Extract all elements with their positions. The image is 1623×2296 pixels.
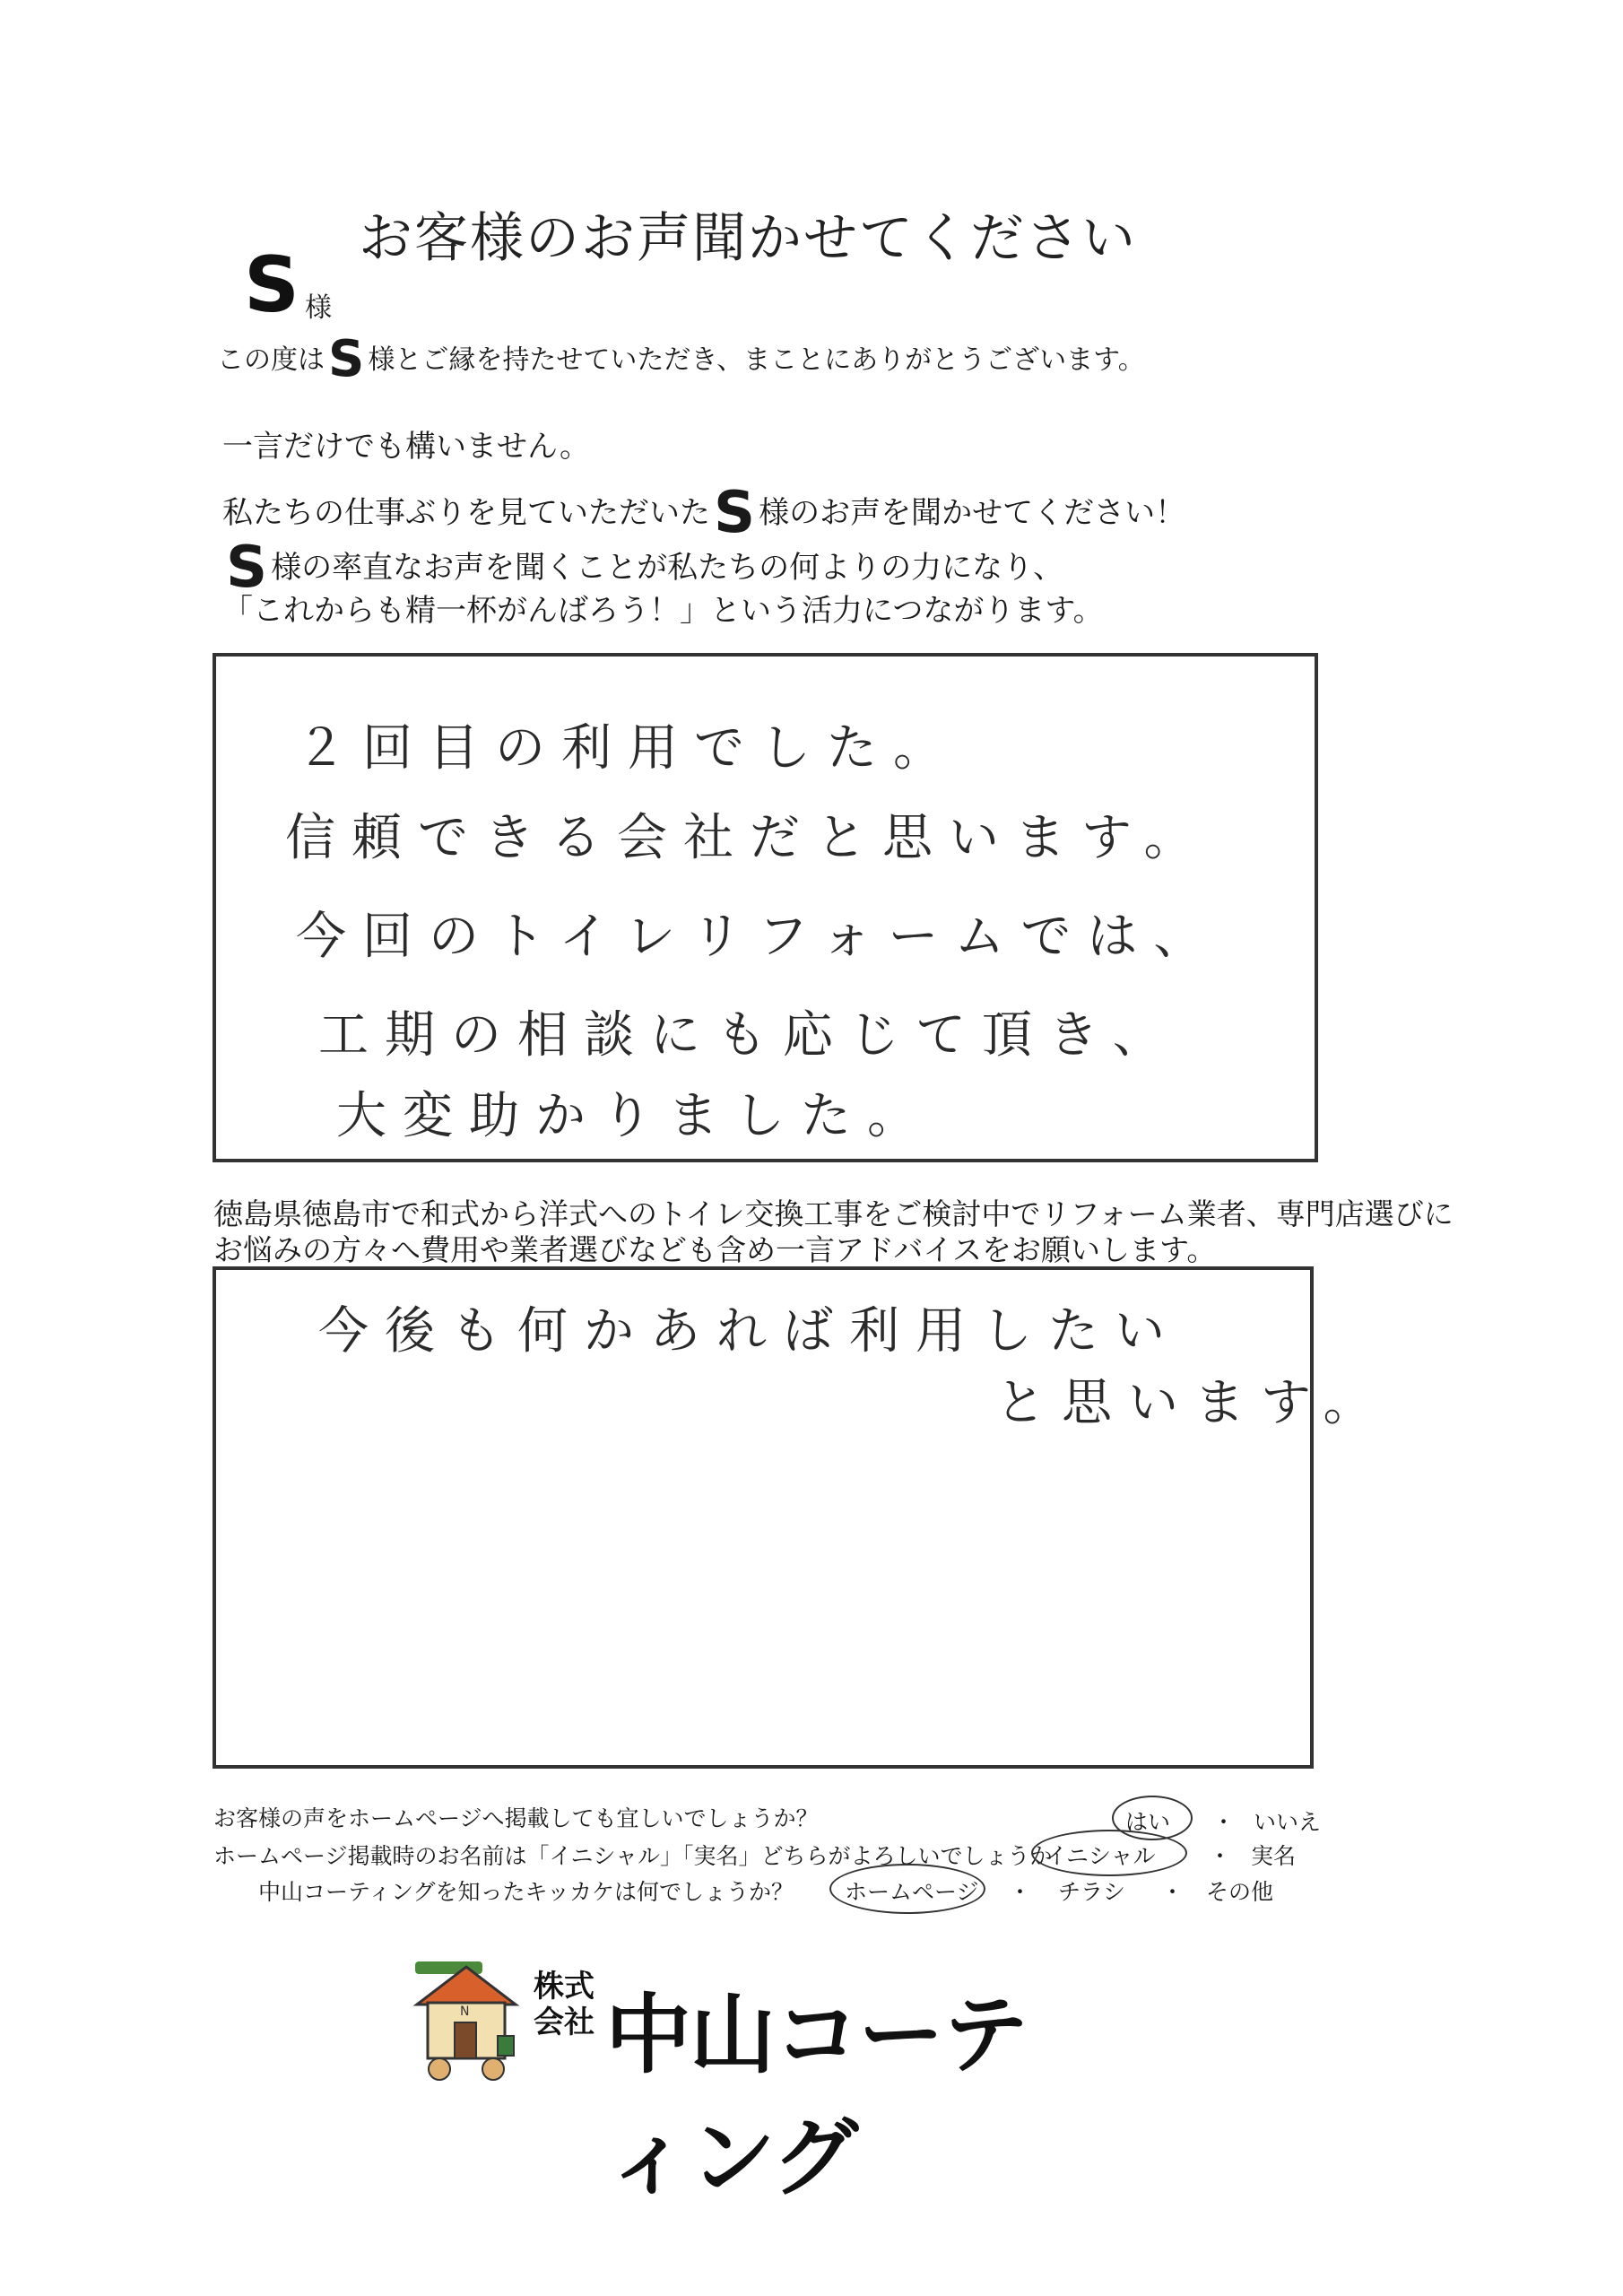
option-flyer: チラシ <box>1058 1879 1126 1905</box>
option-other: その他 <box>1206 1879 1274 1905</box>
separator: ・ <box>1209 1843 1232 1869</box>
logo-company-name: 中山コーティング <box>605 1985 1027 2208</box>
logo-corp-type <box>534 1969 595 2040</box>
intro-post: 様とご縁を持たせていただき、まことにありがとうございます。 <box>368 344 1145 376</box>
customer-initial: S <box>244 240 299 330</box>
company-logo <box>399 1951 1098 2208</box>
question-name-type: ホームページ掲載時のお名前は「イニシャル」「実名」どちらがよろしいでしょうか <box>213 1843 1053 1869</box>
logo-corp-line-2: 会社 <box>534 2005 595 2040</box>
handwritten-line: 信頼できる会社だと思います。 <box>285 809 1211 867</box>
selection-circle <box>829 1864 985 1914</box>
separator: ・ <box>1161 1879 1185 1905</box>
house-mascot-icon <box>399 1951 525 2085</box>
request-line-3-post: 様の率直なお声を聞くことが私たちの何よりの力になり、 <box>271 550 1064 586</box>
intro-initial: S <box>328 330 365 388</box>
request-line-2-initial: S <box>714 480 756 546</box>
intro-line <box>217 330 1145 388</box>
handwritten-line: ２回目の利用でした。 <box>296 719 959 778</box>
option-initial: イニシャル <box>1045 1843 1156 1869</box>
separator: ・ <box>1212 1809 1236 1835</box>
request-line-1: 一言だけでも構いません。 <box>222 429 591 465</box>
intro-pre: この度は <box>217 344 325 376</box>
svg-text:N: N <box>460 2005 470 2019</box>
handwritten-line: と思います。 <box>995 1374 1390 1432</box>
option-yes: はい <box>1125 1809 1171 1835</box>
request-line-2-post: 様のお声を聞かせてください！ <box>759 495 1186 531</box>
honorific: 様 <box>305 292 332 324</box>
request-line-2-pre: 私たちの仕事ぶりを見ていただいた <box>222 495 710 531</box>
separator: ・ <box>1009 1879 1032 1905</box>
request-line-4: 「これからも精一杯がんばろう！」という活力につながります。 <box>222 593 1104 629</box>
question-publish: お客様の声をホームページへ掲載しても宜しいでしょうか？ <box>213 1805 819 1831</box>
handwritten-line: 今後も何かあれば利用したい <box>318 1302 1181 1361</box>
advice-prompt-line-1: 徳島県徳島市で和式から洋式へのトイレ交換工事をご検討中でリフォーム業者、専門店選びに <box>213 1196 1454 1231</box>
handwritten-line: 工期の相談にも応じて頂き、 <box>318 1006 1179 1065</box>
advice-prompt-line-2: お悩みの方々へ費用や業者選びなども含め一言アドバイスをお願いします。 <box>213 1232 1217 1267</box>
option-no: いいえ <box>1254 1809 1322 1835</box>
handwritten-line: 大変助かりました。 <box>336 1087 933 1145</box>
question-source: 中山コーティングを知ったキッカケは何でしょうか？ <box>258 1879 794 1905</box>
page-title: お客様のお声聞かせてください <box>359 207 1137 270</box>
request-line-3-initial: S <box>226 535 268 601</box>
handwritten-line: 今回のトイレリフォームでは、 <box>296 908 1220 966</box>
option-homepage: ホームページ <box>845 1879 979 1905</box>
selection-circle <box>1031 1830 1187 1876</box>
option-real-name: 実名 <box>1251 1843 1297 1869</box>
logo-corp-line-1: 株式 <box>534 1969 595 2005</box>
